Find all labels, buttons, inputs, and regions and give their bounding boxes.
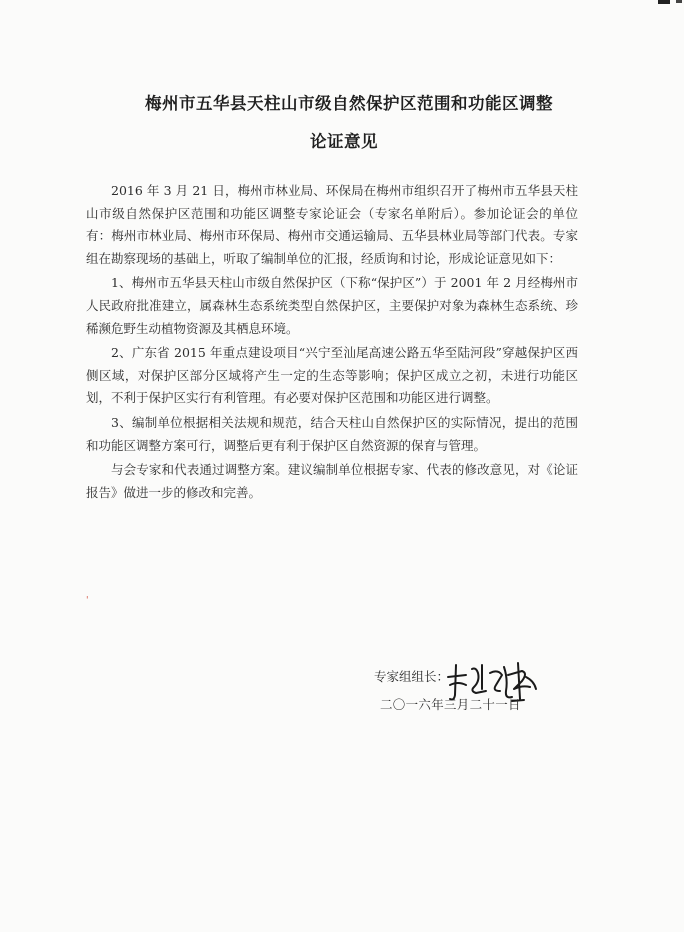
scan-artifact — [676, 0, 682, 3]
document-title — [0, 90, 684, 152]
signature-label: 专家组组长： — [374, 669, 450, 684]
document-body — [86, 180, 578, 504]
red-tick-mark: ' — [86, 596, 89, 606]
paragraph-point-1: 1、梅州市五华县天柱山市级自然保护区（下称“保护区”）于 2001 年 2 月经梅州市人民政府批准建立，属森林生态系统类型自然保护区，主要保护对象为森林生态系统、珍稀濒危野生动植物资源及其栖息环境。 — [86, 275, 578, 336]
paragraph-conclusion: 与会专家和代表通过调整方案。建议编制单位根据专家、代表的修改意见，对《论证报告》做进一步的修改和完善。 — [86, 462, 578, 500]
signature-date: 二〇一六年三月二十一日 — [380, 697, 521, 712]
signature-block — [370, 655, 590, 715]
title-line-2: 论证意见 — [310, 132, 378, 151]
paragraph-point-3: 3、编制单位根据相关法规和规范，结合天柱山自然保护区的实际情况，提出的范围和功能区调整方案可行，调整后更有利于保护区自然资源的保育与管理。 — [86, 414, 578, 453]
paragraph-intro: 2016 年 3 月 21 日，梅州市林业局、环保局在梅州市组织召开了梅州市五华县天柱山市级自然保护区范围和功能区调整专家论证会（专家名单附后）。参加论证会的单位有：梅州市林业局、梅州市环保局、梅州市交通运输局、五华县林业局等部门代表。专家组在勘察现场的基础上，听取了编制单位的汇报，经质询和讨论，形成论证意见如下： — [86, 183, 578, 266]
paragraph-point-2: 2、广东省 2015 年重点建设项目“兴宁至汕尾高速公路五华至陆河段”穿越保护区西侧区域，对保护区部分区域将产生一定的生态等影响；保护区成立之初，未进行功能区划，不利于保护区实行有利管理。有必要对保护区范围和功能区进行调整。 — [86, 345, 578, 406]
scan-artifact — [658, 0, 670, 4]
title-line-1: 梅州市五华县天柱山市级自然保护区范围和功能区调整 — [145, 94, 553, 113]
